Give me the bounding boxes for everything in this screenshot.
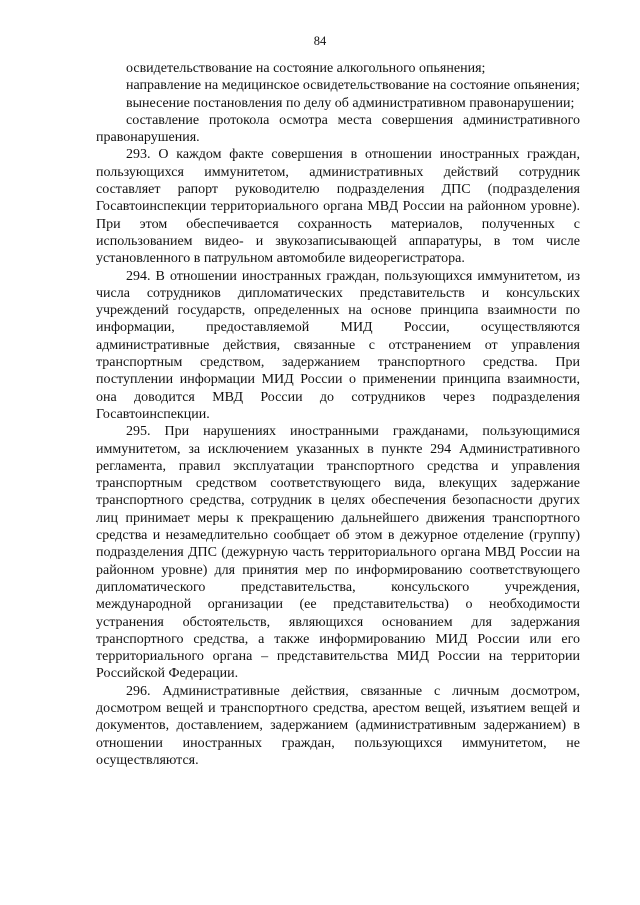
paragraph-294: 294. В отношении иностранных граждан, пользующихся иммунитетом, из числа сотрудников дипломатических представительств и консульских учреждений государств, определенных на основе принципа взаимности по информации, предоставляемой МИД России, осуществляются административные действия, связанные с отстранением от управления транспортным средством, задержанием транспортного средства. При поступлении информации МИД России о применении принципа взаимности, она доводится МВД России до сотрудников через подразделения Госавтоинспекции. [96, 268, 580, 422]
paragraph-296: 296. Административные действия, связанные с личным досмотром, досмотром вещей и транспортного средства, арестом вещей, изъятием вещей и документов, доставлением, задержанием (административным задержанием) в отношении иностранных граждан, пользующихся иммунитетом, не осуществляются. [96, 683, 580, 768]
page-number: 84 [313, 34, 327, 48]
paragraph-293: 293. О каждом факте совершения в отношении иностранных граждан, пользующихся иммунитетом, административных действий сотрудник составляет рапорт руководителю подразделения ДПС (подразделения Госавтоинспекции территориального органа МВД России на районном уровне). При этом обеспечивается сохранность материалов, полученных с использованием видео- и звукозаписывающей аппаратуры, в том числе установленного в патрульном автомобиле видеорегистратора. [96, 147, 580, 267]
paragraph-resolution: вынесение постановления по делу об административном правонарушении; [126, 95, 575, 111]
document-body [96, 60, 580, 769]
paragraph-alcohol-examination: освидетельствование на состояние алкогольного опьянения; [126, 61, 486, 76]
paragraph-inspection-protocol: составление протокола осмотра места совершения административного правонарушения. [96, 112, 580, 146]
paragraph-medical-referral: направление на медицинское освидетельствование на состояние опьянения; [126, 78, 580, 94]
paragraph-295: 295. При нарушениях иностранными гражданами, пользующимися иммунитетом, за исключением указанных в пункте 294 Административного регламента, правил эксплуатации транспортного средства и управления транспортным средством соответствующего вида, влекущих задержание транспортного средства, сотрудник в целях обеспечения безопасности других лиц принимает меры к прекращению дальнейшего движения транспортного средства и незамедлительно сообщает об этом в дежурное отделение (группу) подразделения ДПС (дежурную часть территориального органа МВД России на районном уровне) для принятия мер по информированию соответствующего дипломатического представительства, консульского учреждения, международной организации (ее представительства) о необходимости устранения обстоятельств, являющихся основанием для задержания транспортного средства, а также информированию МИД России или его территориального органа – представительства МИД России на территории Российской Федерации. [96, 424, 580, 682]
